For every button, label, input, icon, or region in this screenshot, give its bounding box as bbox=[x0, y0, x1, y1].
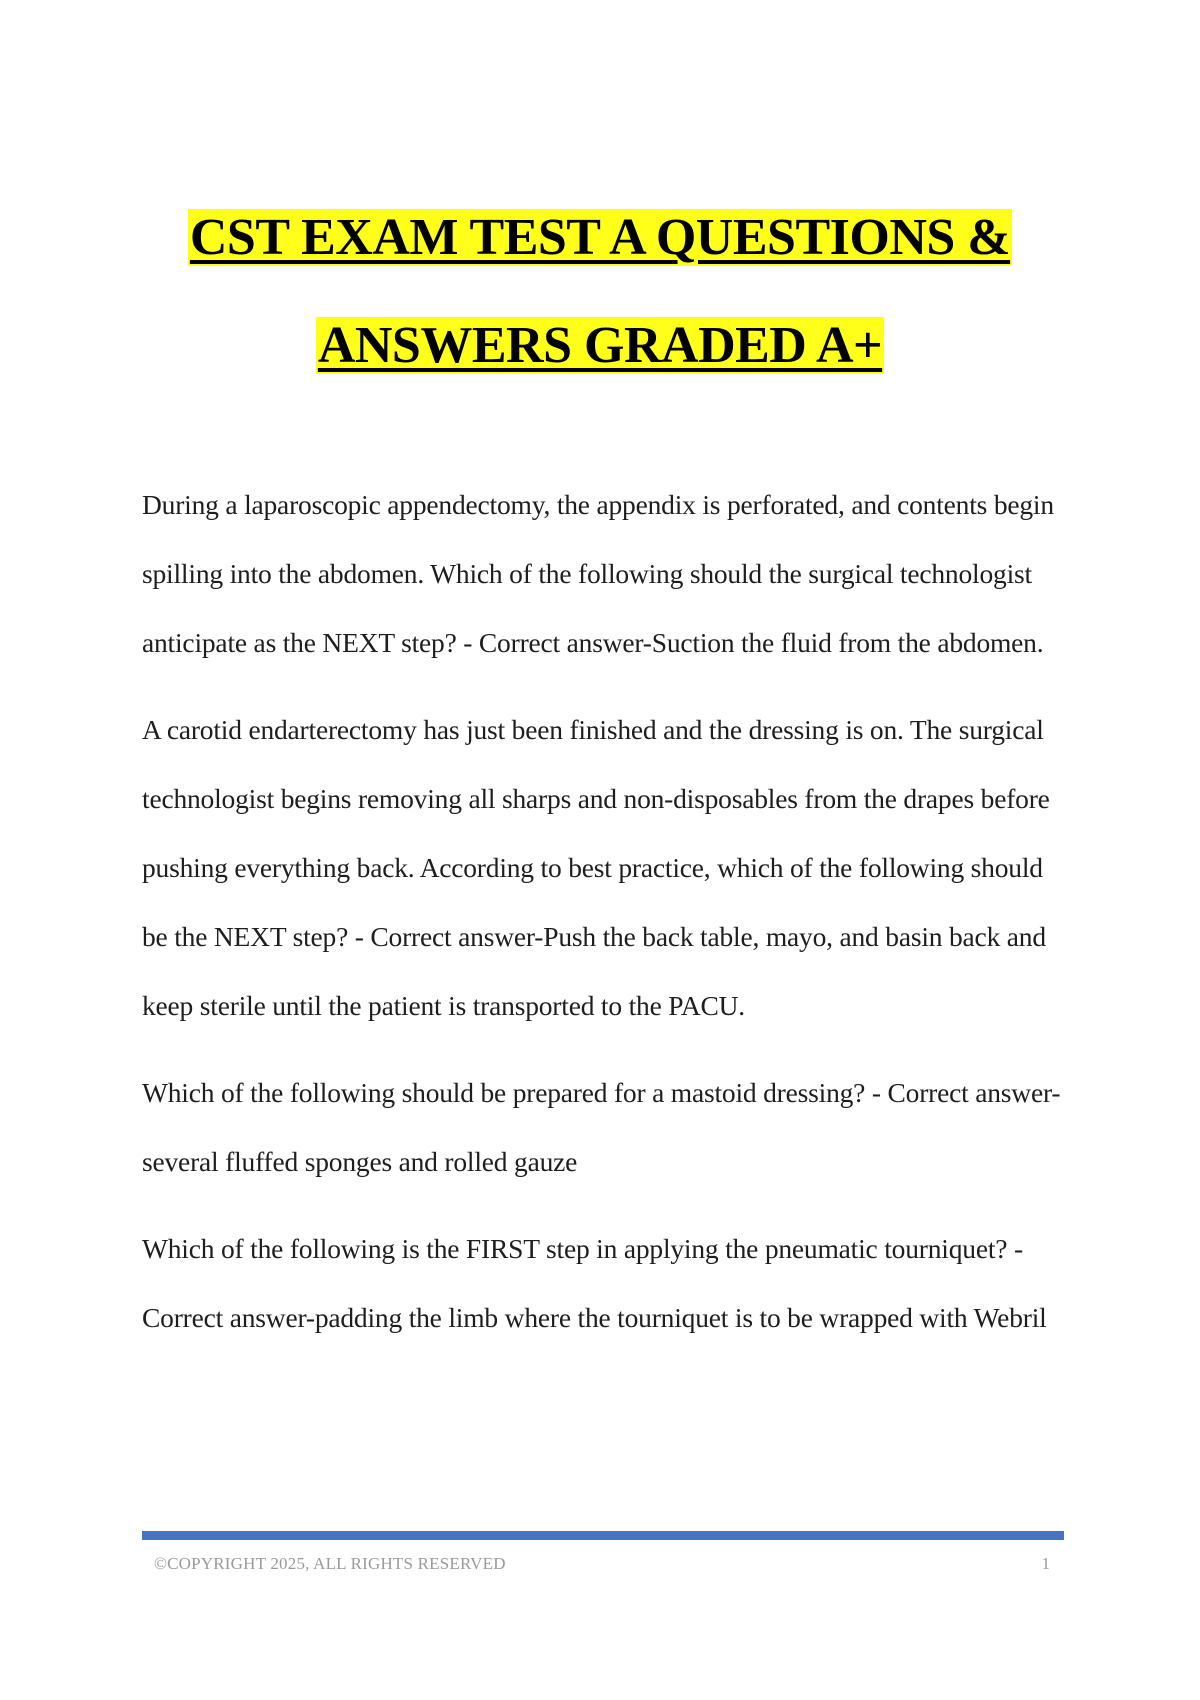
qa-item-2: A carotid endarterectomy has just been finished and the dressing is on. The surgical technologist begins removing all sharps and non-disposables from the drapes before pushing everything back. According to best practice, which of the following should be the NEXT step? - Correct answer-Push the back table, mayo, and basin back and keep sterile until the patient is transported to the PACU. bbox=[142, 714, 1050, 1021]
footer-divider bbox=[142, 1531, 1064, 1540]
qa-item-3: Which of the following should be prepared for a mastoid dressing? - Correct answer-several fluffed sponges and rolled gauze bbox=[142, 1077, 1061, 1177]
qa-item-4: Which of the following is the FIRST step in applying the pneumatic tourniquet? - Correct answer-padding the limb where the tourniquet is to be wrapped with Webril bbox=[142, 1233, 1047, 1333]
footer-page-number: 1 bbox=[1041, 1554, 1050, 1573]
qa-list bbox=[142, 470, 1072, 1370]
document-title bbox=[0, 190, 1200, 406]
title-line bbox=[0, 190, 1200, 298]
qa-item-1: During a laparoscopic appendectomy, the appendix is perforated, and contents begin spilling into the abdomen. Which of the following should the surgical technologist anticipate as the NEXT step? - Correct answer-Suction the fluid from the abdomen. bbox=[142, 489, 1054, 658]
title-line-1: CST EXAM TEST A QUESTIONS & bbox=[189, 209, 1011, 266]
title-line-2: ANSWERS GRADED A+ bbox=[317, 317, 883, 374]
footer-copyright: ©COPYRIGHT 2025, ALL RIGHTS RESERVED bbox=[154, 1554, 506, 1573]
title-line bbox=[0, 298, 1200, 406]
